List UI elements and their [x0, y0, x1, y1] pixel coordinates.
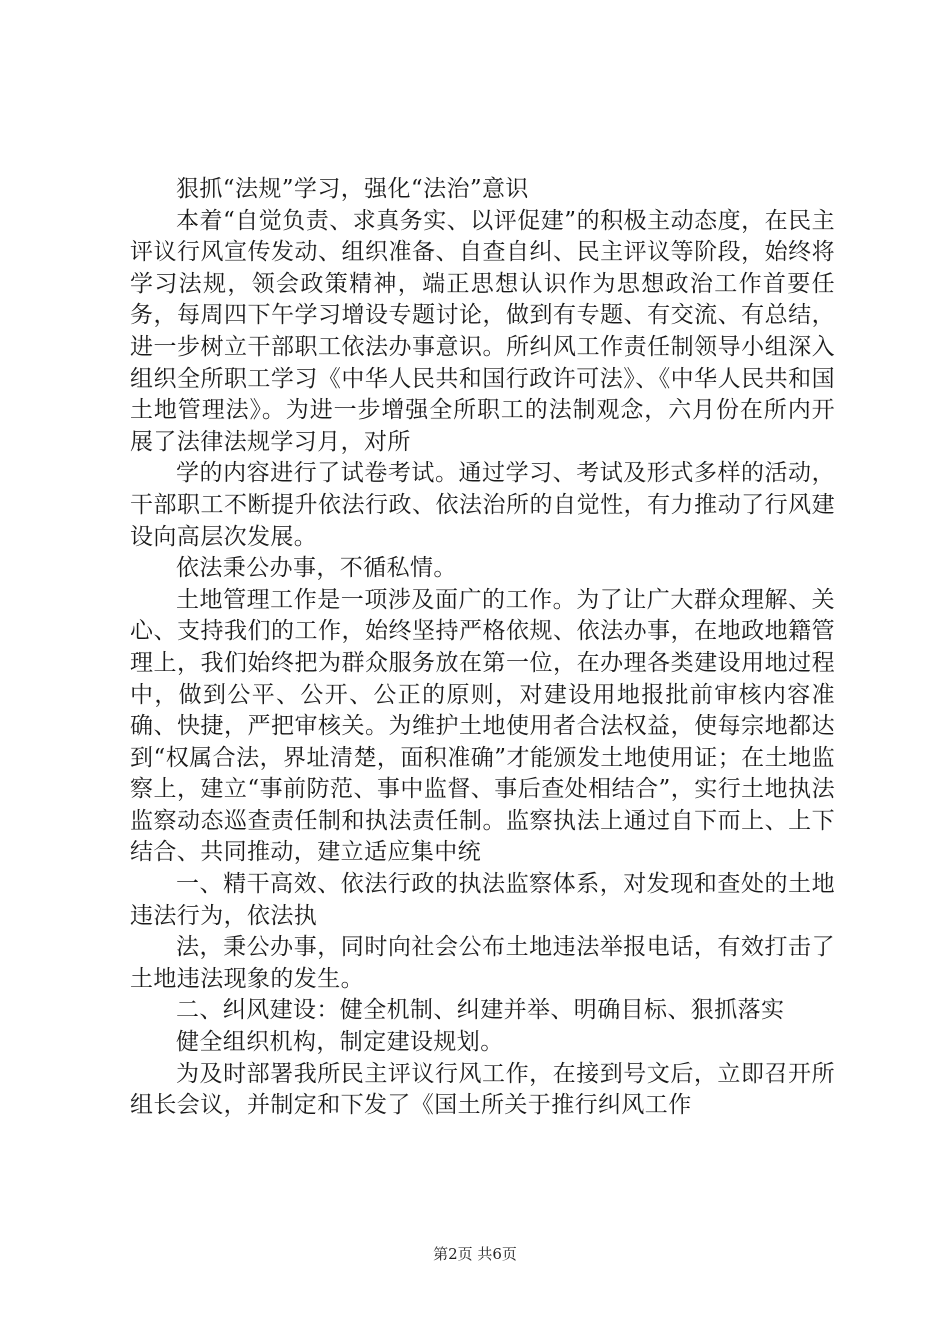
section-heading-style-building: 二、纠风建设：健全机制、纠建并举、明确目标、狠抓落实 — [176, 997, 785, 1024]
page-number: 第2页 — [433, 1245, 473, 1263]
document-body — [130, 174, 835, 1122]
section-heading-law-study: 狠抓“法规”学习，强化“法治”意识 — [176, 176, 529, 202]
section-heading-organization: 健全组织机构，制定建设规划。 — [176, 1029, 504, 1056]
paragraph: 为及时部署我所民主评议行风工作，在接到号文后，立即召开所组长会议，并制定和下发了《国土所关于推行纠风工作 — [130, 1060, 835, 1119]
page-footer — [0, 1244, 950, 1264]
paragraph: 一、精干高效、依法行政的执法监察体系，对发现和查处的土地违法行为，依法执 — [130, 871, 835, 929]
page-total: 共6页 — [477, 1245, 517, 1263]
paragraph: 土地管理工作是一项涉及面广的工作。为了让广大群众理解、关心、支持我们的工作，始终坚持严格依规、依法办事，在地政地籍管理上，我们始终把为群众服务放在第一位，在办理各类建设用地过程中，做到公平、公开、公正的原则，对建设用地报批前审核内容准确、快捷，严把审核关。为维护土地使用者合法权益，使每宗地都达到“权属合法，界址清楚，面积准确”才能颁发土地使用证；在土地监察上，建立“事前防范、事中监督、事后查处相结合”，实行土地执法监察动态巡查责任制和执法责任制。监察执法上通过自下而上、上下结合、共同推动，建立适应集中统 — [130, 586, 835, 866]
paragraph: 本着“自觉负责、求真务实、以评促建”的积极主动态度，在民主评议行风宣传发动、组织准备、自查自纠、民主评议等阶段，始终将学习法规，领会政策精神，端正思想认识作为思想政治工作首要任务，每周四下午学习增设专题讨论，做到有专题、有交流、有总结，进一步树立干部职工依法办事意识。所纠风工作责任制领导小组深入组织全所职工学习《中华人民共和国行政许可法》、《中华人民共和国土地管理法》。为进一步增强全所职工的法制观念，六月份在所内开展了法律法规学习月，对所 — [130, 207, 835, 455]
section-heading-impartial: 依法秉公办事，不循私情。 — [176, 555, 457, 582]
paragraph: 学的内容进行了试卷考试。通过学习、考试及形式多样的活动，干部职工不断提升依法行政、依法治所的自觉性，有力推动了行风建设向高层次发展。 — [130, 460, 835, 550]
paragraph: 法，秉公办事，同时向社会公布土地违法举报电话，有效打击了土地违法现象的发生。 — [130, 934, 835, 992]
